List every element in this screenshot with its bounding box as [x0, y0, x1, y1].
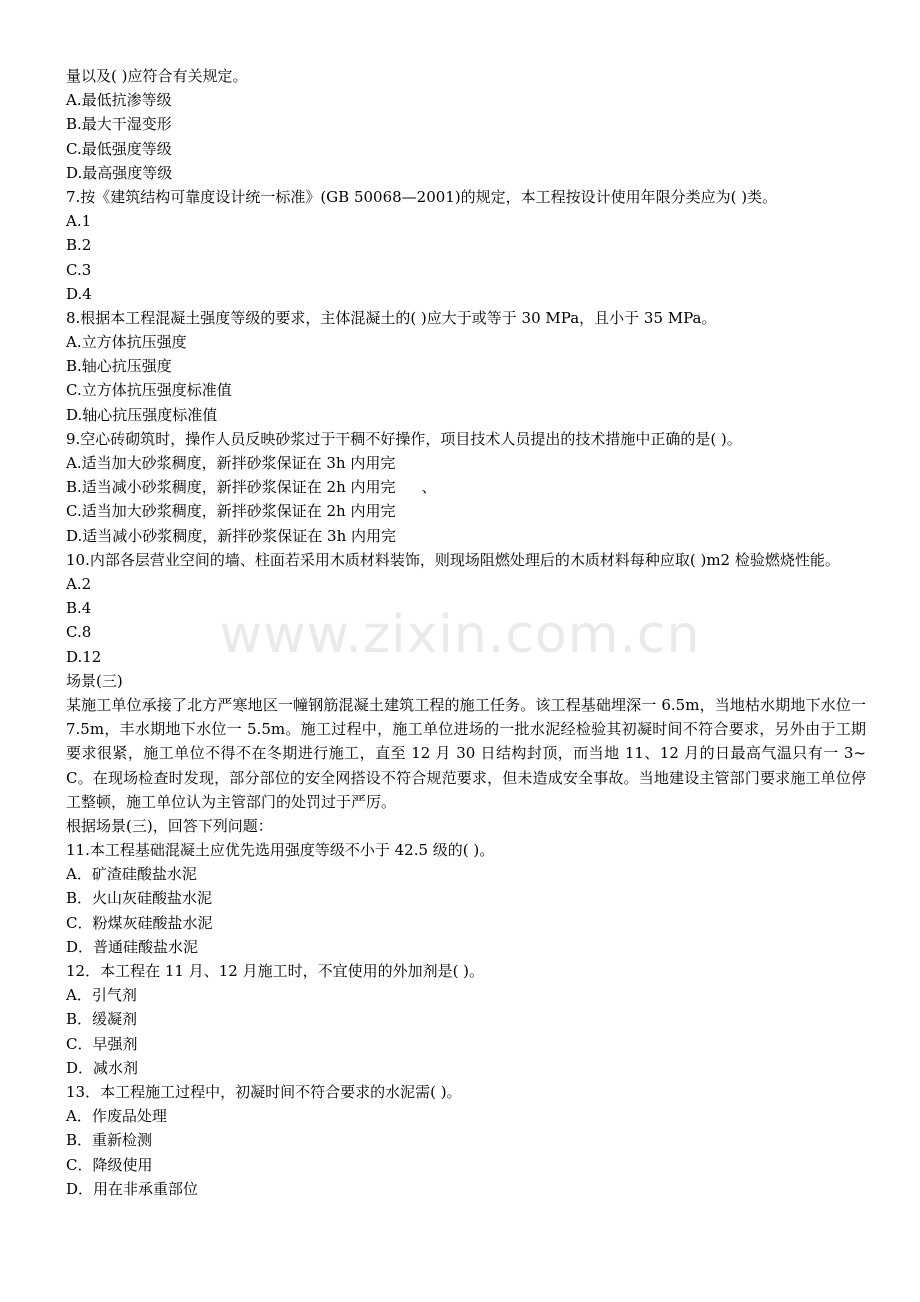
option-line: B．缓凝剂 [66, 1010, 138, 1029]
option-line: B.4 [66, 599, 92, 618]
option-line: B．火山灰硅酸盐水泥 [66, 889, 213, 908]
option-line: D.4 [66, 284, 92, 303]
option-line: C.立方体抗压强度标准值 [66, 381, 232, 400]
option-line: C.8 [66, 623, 92, 642]
option-line: C．降级使用 [66, 1155, 153, 1174]
option-line: A.立方体抗压强度 [66, 333, 187, 352]
option-line: C.3 [66, 260, 92, 279]
text-line: 根据场景(三)，回答下列问题： [66, 816, 273, 835]
question-line: 12．本工程在 11 月、12 月施工时，不宜使用的外加剂是( )。 [66, 962, 485, 981]
option-line: A．引气剂 [66, 986, 137, 1005]
section-title: 场景(三) [66, 671, 123, 690]
option-line: C．早强剂 [66, 1034, 138, 1053]
option-line: D．用在非承重部位 [66, 1179, 199, 1198]
option-line: D．减水剂 [66, 1058, 139, 1077]
question-line: 13．本工程施工过程中，初凝时间不符合要求的水泥需( )。 [66, 1082, 462, 1101]
question-line: 11.本工程基础混凝土应优先选用强度等级不小于 42.5 级的( )。 [66, 841, 495, 860]
option-line: B．重新检测 [66, 1131, 153, 1150]
option-line: D.12 [66, 647, 102, 666]
option-line: A．矿渣硅酸盐水泥 [66, 865, 197, 884]
question-paragraph: 10.内部各层营业空间的墙、柱面若采用木质材料装饰，则现场阻燃处理后的木质材料每种应取( )m2 检验燃烧性能。 [66, 550, 840, 569]
question-line: 8.根据本工程混凝土强度等级的要求，主体混凝土的( )应大于或等于 30 MPa，且小于 35 MPa。 [66, 308, 717, 327]
stray-mark: 、 [421, 478, 437, 497]
text-line: 量以及( )应符合有关规定。 [66, 67, 248, 85]
option-line: B.最大干湿变形 [66, 115, 172, 134]
option-line: B.轴心抗压强度 [66, 357, 172, 376]
question-line: 7.按《建筑结构可靠度设计统一标准》(GB 50068—2001)的规定，本工程按设计使用年限分类应为( )类。 [66, 187, 778, 206]
option-line: A.1 [66, 212, 92, 231]
option-line: C.最低强度等级 [66, 139, 172, 158]
watermark: www.zixin.com.cn [219, 605, 701, 665]
question-line: 9.空心砖砌筑时，操作人员反映砂浆过于干稠不好操作，项目技术人员提出的技术措施中正确的是( )。 [66, 429, 742, 448]
option-line: D.轴心抗压强度标准值 [66, 405, 218, 424]
document-page [66, 64, 866, 1201]
option-line: C．粉煤灰硅酸盐水泥 [66, 913, 213, 932]
scenario-paragraph: 某施工单位承接了北方严寒地区一幢钢筋混凝土建筑工程的施工任务。该工程基础埋深一 6.5m，当地枯水期地下水位一 7.5m，丰水期地下水位一 5.5m。施工过程中，施工单位进场的一批水泥经检验其初凝时间不符合要求，另外由于工期要求很紧，施工单位不得不在冬期进行施工，直至 12 月 30 日结构封顶，而当地 11、12 月的日最高气温只有一 3~C。在现场检查时发现，部分部位的安全网搭设不符合规范要求，但未造成安全事故。当地建设主管部门要求施工单位停工整顿，施工单位认为主管部门的处罚过于严厉。 [66, 695, 866, 811]
option-line: A．作废品处理 [66, 1107, 167, 1126]
option-line: A.2 [66, 574, 92, 593]
option-line: C.适当加大砂浆稠度，新拌砂浆保证在 2h 内用完 [66, 502, 396, 521]
option-line: D.最高强度等级 [66, 163, 173, 182]
option-line: D.适当减小砂浆稠度，新拌砂浆保证在 3h 内用完 [66, 526, 397, 545]
option-text: B.适当减小砂浆稠度，新拌砂浆保证在 2h 内用完 [66, 478, 396, 497]
option-line: D．普通硅酸盐水泥 [66, 937, 199, 956]
option-line: A.最低抗渗等级 [66, 91, 172, 110]
option-line-with-mark [66, 475, 866, 499]
option-line: B.2 [66, 236, 92, 255]
option-line: A.适当加大砂浆稠度，新拌砂浆保证在 3h 内用完 [66, 454, 396, 472]
